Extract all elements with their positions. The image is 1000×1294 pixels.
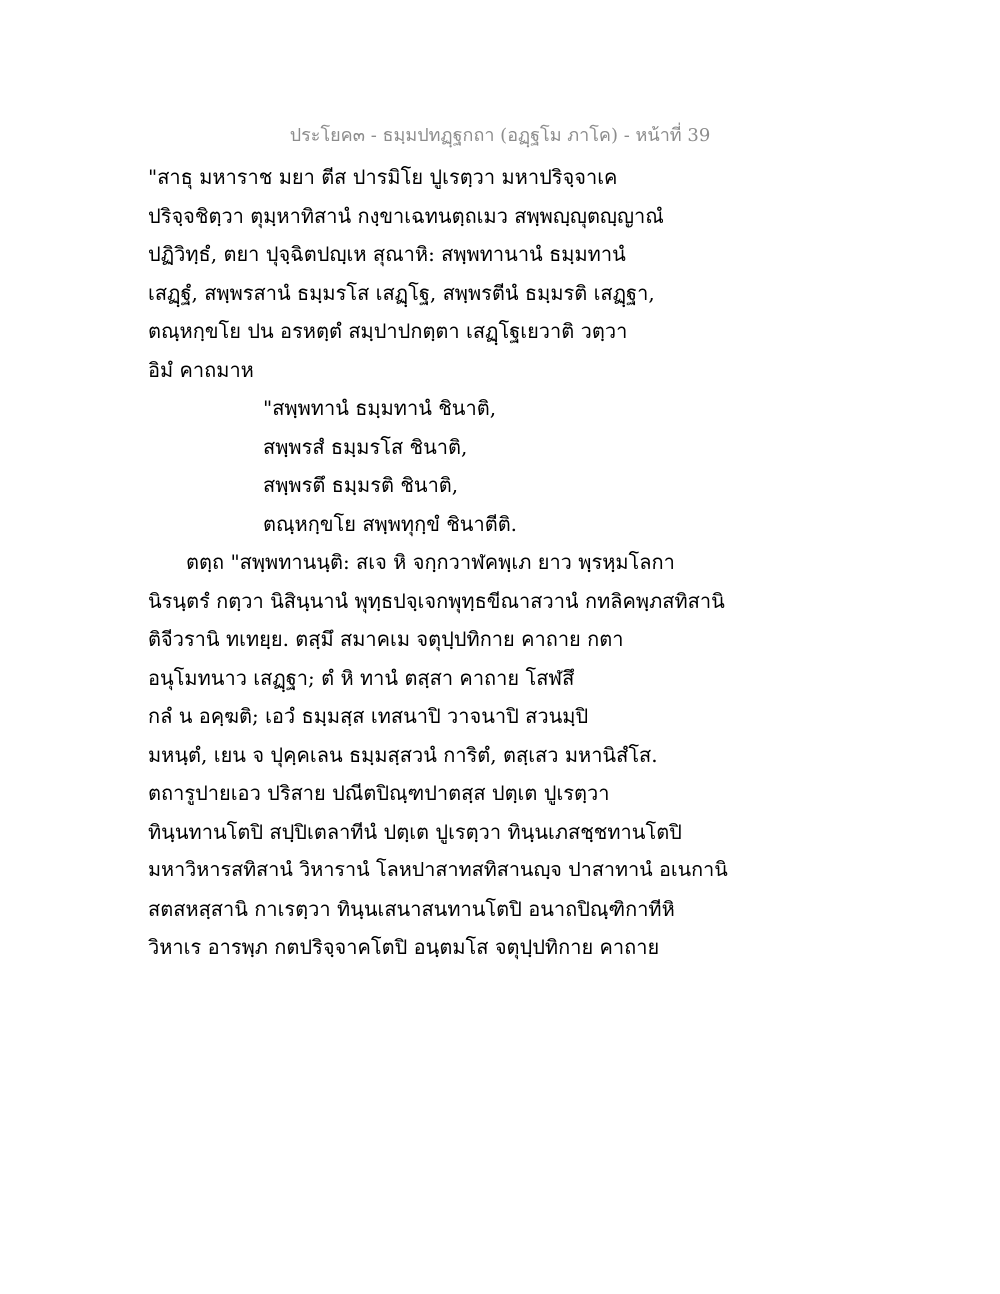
text-line: ตณฺหกฺขโย ปน อรหตฺตํ สมฺปาปกตฺตา เสฏฺโฐเยวาติ วตฺวา bbox=[148, 319, 628, 343]
paragraph-2 bbox=[148, 543, 728, 967]
text-line: ตถารูปายเอว ปริสาย ปณีตปิณฺฑปาตสฺส ปตฺเต ปูเรตฺวา bbox=[148, 781, 610, 805]
verse bbox=[148, 389, 728, 543]
text-line: ปริจฺจชิตฺวา ตุมฺหาทิสานํ กงฺขาเฉทนตฺถเมว สพฺพญฺญุตญฺญาณํ bbox=[148, 203, 664, 228]
text-line: "สาธุ มหาราช มยา ตีส ปารมิโย ปูเรตฺวา มหาปริจฺจาเค bbox=[148, 165, 618, 189]
text-line: อิมํ คาถมาห bbox=[148, 357, 254, 382]
text-line: สตสหสฺสานิ กาเรตฺวา ทินฺนเสนาสนทานโตปิ อนาถปิณฺฑิกาทีหิ bbox=[148, 896, 675, 921]
running-header: ประโยค๓ - ธมฺมปทฏฺฐกถา (อฏฺฐโม ภาโค) - หน้าที่ 39 bbox=[289, 125, 711, 146]
body-text bbox=[148, 158, 728, 967]
text-line: ทินฺนทานโตปิ สปฺปิเตลาทีนํ ปตฺเต ปูเรตฺวา ทินฺนเภสชฺชทานโตปิ bbox=[148, 819, 682, 844]
text-line: ปฏิวิทฺธํ, ตยา ปุจฺฉิตปญฺเห สุณาหิ: สพฺพทานานํ ธมฺมทานํ bbox=[148, 242, 626, 266]
verse-line: สพฺพรสํ ธมฺมรโส ชินาติ, bbox=[263, 434, 468, 459]
verse-line: "สพฺพทานํ ธมฺมทานํ ชินาติ, bbox=[263, 396, 497, 420]
text-line: มหาวิหารสทิสานํ วิหารานํ โลหปาสาทสทิสานญฺจ ปาสาทานํ อเนกานิ bbox=[148, 858, 728, 881]
verse-line: ตณฺหกฺขโย สพฺพทุกฺขํ ชินาตีติ. bbox=[263, 511, 518, 536]
text-line: ติจีวรานิ ทเทยฺย. ตสฺมึ สมาคเม จตุปฺปทิกาย คาถาย กตา bbox=[148, 627, 624, 651]
text-line: นิรนฺตรํ กตฺวา นิสินฺนานํ พุทฺธปจฺเจกพุทฺธขีณาสวานํ กทลิคพฺภสทิสานิ bbox=[148, 588, 725, 613]
text-line: อนุโมทนาว เสฏฺฐา; ตํ หิ ทานํ ตสฺสา คาถาย โสฬสึ bbox=[148, 665, 575, 690]
text-line: ตตฺถ "สพฺพทานนฺติ: สเจ หิ จกฺกวาฬคพฺเภ ยาว พฺรหฺมโลกา bbox=[186, 550, 675, 574]
text-line: กลํ น อคฺฆติ; เอวํ ธมฺมสฺส เทสนาปิ วาจนาปิ สวนมฺปิ bbox=[148, 704, 589, 728]
text-line: มหนฺตํ, เยน จ ปุคฺคเลน ธมฺมสฺสวนํ การิตํ, ตสฺเสว มหานิสํโส. bbox=[148, 742, 658, 767]
text-line: เสฏฺฐํ, สพฺพรสานํ ธมฺมรโส เสฏฺโฐ, สพฺพรตีนํ ธมฺมรติ เสฏฺฐา, bbox=[148, 280, 655, 305]
text-line: วิหาเร อารพฺภ กตปริจฺจาคโตปิ อนฺตมโส จตุปฺปทิกาย คาถาย bbox=[148, 935, 660, 959]
paragraph-1 bbox=[148, 158, 728, 389]
verse-line: สพฺพรตึ ธมฺมรติ ชินาติ, bbox=[263, 473, 459, 497]
